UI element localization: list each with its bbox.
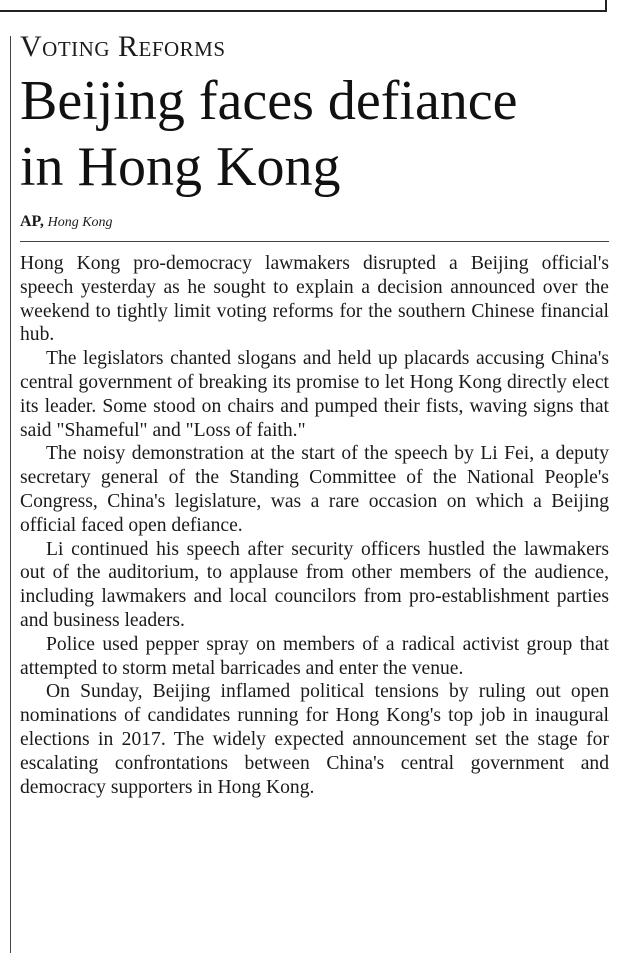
- article-kicker: Voting Reforms: [20, 30, 226, 63]
- article-paragraph: Police used pepper spray on members of a radical activist group that attempted to storm metal barricades and enter the venue.: [20, 633, 609, 679]
- article-paragraph: On Sunday, Beijing inflamed political tensions by ruling out open nominations of candidates running for Hong Kong's top job in inaugural elections in 2017. The widely expected announcement set the stage for escalating confrontations between China's central government and democracy supporters in Hong Kong.: [20, 681, 609, 798]
- article-paragraph: Hong Kong pro-democracy lawmakers disrupted a Beijing official's speech yesterday as he sought to explain a decision announced over the weekend to tightly limit voting reforms for the southern Chinese financial hub.: [20, 253, 609, 346]
- article-paragraph: The legislators chanted slogans and held up placards accusing China's central government of breaking its promise to let Hong Kong directly elect its leader. Some stood on chairs and pumped their fists, waving signs that said "Shameful" and "Loss of faith.": [20, 348, 609, 441]
- byline-divider: [20, 241, 609, 242]
- headline-line-2: in Hong Kong: [20, 136, 341, 198]
- article-body: [20, 252, 609, 799]
- left-column-rule: [10, 36, 11, 953]
- article-headline: [20, 68, 609, 200]
- top-border-rule: [0, 0, 607, 12]
- headline-line-1: Beijing faces defiance: [20, 70, 518, 132]
- byline-agency: AP,: [20, 213, 44, 230]
- byline-place: Hong Kong: [47, 215, 113, 230]
- article-paragraph: Li continued his speech after security officers hustled the lawmakers out of the auditorium, to applause from other members of the audience, including lawmakers and local councilors from pro-establishment parties and business leaders.: [20, 538, 609, 631]
- news-article: [20, 30, 609, 799]
- article-paragraph: The noisy demonstration at the start of the speech by Li Fei, a deputy secretary general of the Standing Committee of the National People's Congress, China's legislature, was a rare occasion on which a Beijing official faced open defiance.: [20, 443, 609, 536]
- article-byline: [20, 212, 609, 233]
